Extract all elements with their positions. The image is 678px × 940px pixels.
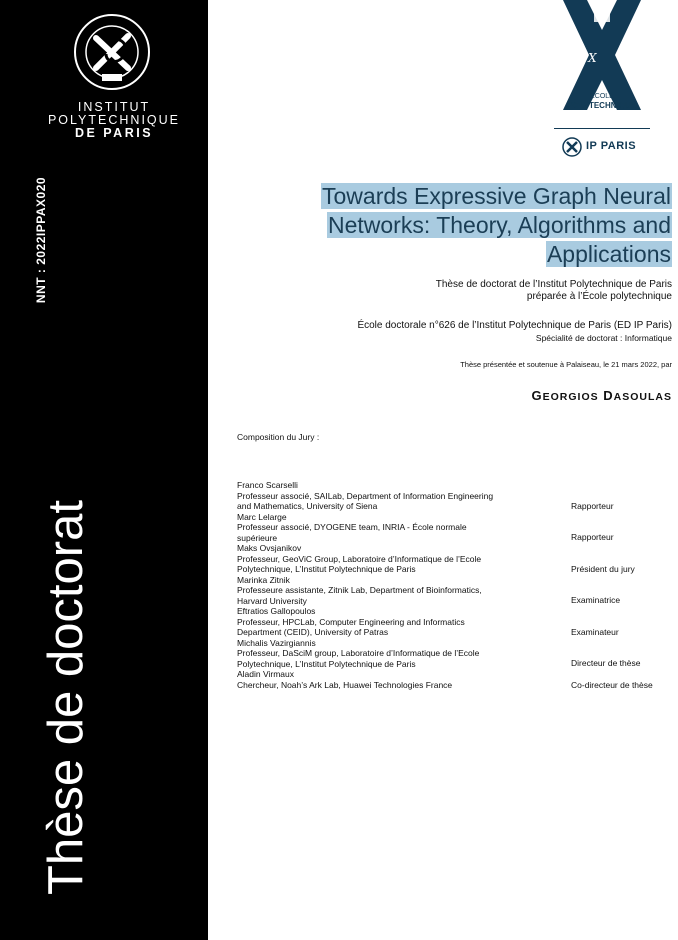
jury-member-affiliation: Professeur, HPCLab, Computer Engineering and Informatics	[237, 616, 465, 627]
jury-member	[237, 512, 678, 544]
thesis-title	[272, 182, 672, 269]
author-name	[532, 388, 673, 403]
jury-member-name: Franco Scarselli	[237, 480, 298, 490]
jury-member-affiliation: supérieure	[237, 532, 278, 543]
jury-member-name: Michalis Vazirgiannis	[237, 637, 316, 648]
jury-member-affiliation: Harvard University	[237, 595, 307, 606]
ecole-text: ÉCOLE	[590, 93, 614, 100]
jury-member-affiliation: Professeur, DaSciM group, Laboratoire d’Informatique de l’Ecole	[237, 648, 480, 658]
defense-info: Thèse présentée et soutenue à Palaiseau, le 21 mars 2022, par	[460, 360, 672, 369]
jury-member	[237, 543, 678, 575]
jury-member-role: Rapporteur	[571, 500, 614, 511]
jury-member-affiliation: Polytechnique, L’Institut Polytechnique de Paris	[237, 564, 416, 574]
jury-list	[237, 480, 678, 690]
author-last-initial: D	[603, 388, 614, 403]
jury-member-name: Maks Ovsjanikov	[237, 543, 302, 553]
jury-member-affiliation: Professeur associé, DYOGENE team, INRIA - École normale	[237, 522, 467, 532]
jury-member-affiliation: Polytechnique, L’Institut Polytechnique de Paris	[237, 658, 416, 669]
subtitle-line-1: Thèse de doctorat de l’Institut Polytechnique de Paris	[435, 279, 672, 290]
jury-member-role: Président du jury	[571, 563, 635, 574]
jury-member	[237, 669, 678, 690]
jury-member-name: Aladin Virmaux	[237, 669, 295, 679]
jury-member-name: Marc Lelarge	[237, 511, 287, 522]
author-last-rest: ASOULAS	[613, 391, 672, 403]
jury-member-affiliation: Professeur, GeoViC Group, Laboratoire d’Informatique de l’Ecole	[237, 553, 482, 564]
author-first-rest: EORGIOS	[542, 391, 599, 403]
institution-line-2: POLYTECHNIQUE	[47, 113, 181, 127]
institution-line-3: DE PARIS	[74, 126, 154, 140]
author-first-initial: G	[531, 388, 543, 403]
ecole-polytechnique-logo	[557, 0, 647, 125]
jury-member	[237, 575, 678, 607]
thesis-institution	[252, 279, 672, 303]
ipp-institution-name	[0, 101, 228, 140]
vertical-thesis-label: Thèse de doctorat	[39, 500, 93, 895]
jury-member-role: Examinateur	[571, 626, 619, 637]
jury-member-name: Marinka Zitnik	[237, 574, 290, 585]
subtitle-line-2: préparée à l’École polytechnique	[526, 291, 672, 302]
title-line-2: Networks: Theory, Algorithms and	[327, 212, 671, 238]
jury-member	[237, 480, 678, 512]
school-line-2: Spécialité de doctorat : Informatique	[535, 333, 672, 343]
logo-separator	[554, 128, 650, 129]
polytechnique-text: POLYTECHNIQUE	[567, 101, 637, 110]
jury-member-name: Eftratios Gallopoulos	[237, 606, 316, 616]
jury-member-role: Directeur de thèse	[571, 658, 641, 668]
ip-paris-label: IP PARIS	[586, 140, 637, 152]
jury-member-role: Co-directeur de thèse	[571, 679, 653, 690]
x-letter-text: l'X	[581, 51, 597, 65]
jury-member-affiliation: Professeure assistante, Zitnik Lab, Department of Bioinformatics,	[237, 585, 482, 595]
jury-heading: Composition du Jury :	[237, 432, 320, 442]
jury-member-affiliation: and Mathematics, University of Siena	[237, 501, 378, 511]
ipp-seal-logo	[72, 12, 152, 92]
jury-member-affiliation: Chercheur, Noah’s Ark Lab, Huawei Technologies France	[237, 679, 453, 690]
doctoral-school	[252, 320, 672, 344]
sidebar-band	[0, 0, 208, 940]
school-line-1: École doctorale n°626 de l’Institut Polytechnique de Paris (ED IP Paris)	[357, 320, 672, 331]
jury-member	[237, 606, 678, 638]
nnt-number: NNT : 2022IPPAX020	[34, 176, 48, 304]
jury-member-role: Rapporteur	[571, 532, 614, 542]
jury-member	[237, 638, 678, 670]
institution-line-1: INSTITUT	[77, 100, 151, 114]
title-line-1: Towards Expressive Graph Neural	[322, 183, 671, 209]
jury-member-affiliation: Professeur associé, SAILab, Department of Information Engineering	[237, 490, 494, 501]
jury-member-affiliation: Department (CEID), University of Patras	[237, 627, 389, 637]
jury-member-role: Examinatrice	[571, 595, 621, 605]
title-line-3: Applications	[546, 241, 671, 267]
